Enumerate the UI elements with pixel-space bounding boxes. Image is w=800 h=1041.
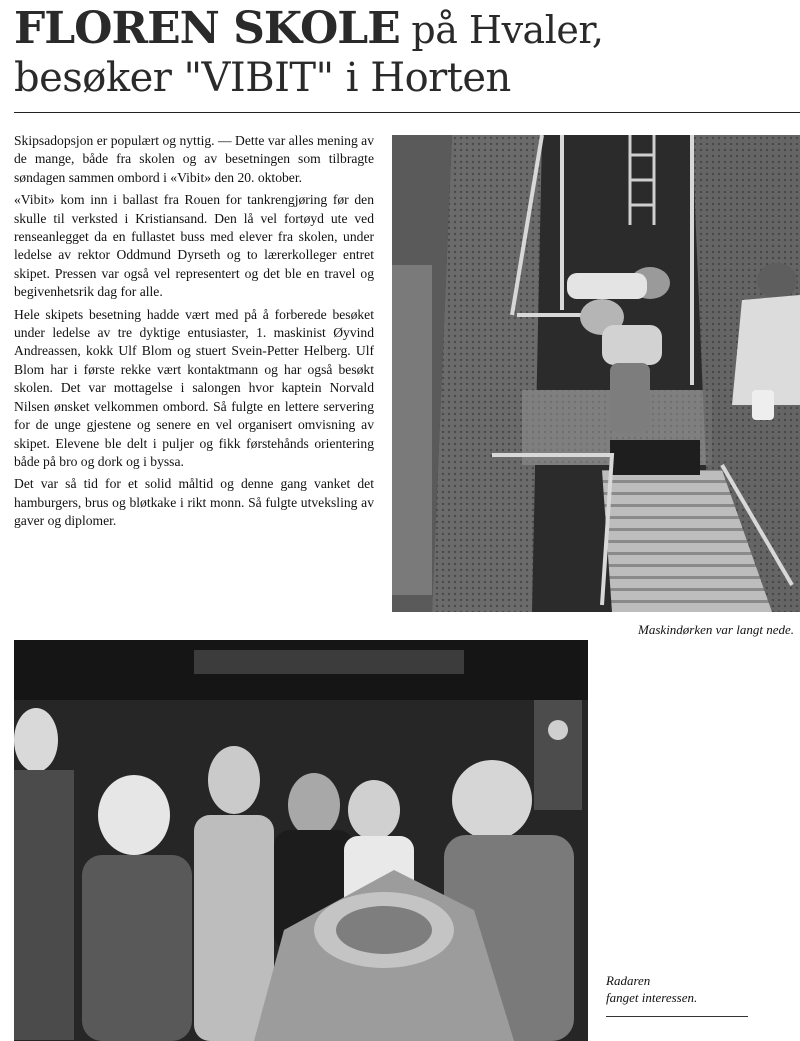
engine-room-photo — [392, 135, 800, 612]
caption-rule — [606, 1016, 748, 1017]
headline-rule — [14, 112, 800, 113]
engine-room-caption: Maskindørken var langt nede. — [638, 622, 794, 637]
article-paragraph: «Vibit» kom inn i ballast fra Rouen for tankrengjøring før den skulle til verksted i Kristiansand. Den lå vel fortøyd ute ved renseanlegget da en fullastet buss med elever fra skolen, under ledelse av rektor Oddmund Dyrseth og to lærerkolleger entret skipet. Pressen var også vel representert og det ble en travel og begivenhetsrik dag for alle. — [14, 192, 374, 300]
article-body — [14, 132, 374, 535]
radar-caption-line1: Radaren — [606, 973, 651, 988]
headline-location: på Hvaler, — [399, 8, 604, 52]
headline-school: FLOREN SKOLE — [14, 3, 400, 54]
article-paragraph: Hele skipets besetning hadde vært med på å forberede besøket under ledelse av tre dyktige entusiaster, 1. maskinist Øyvind Andreassen, kokk Ulf Blom og stuert Svein-Petter Helberg. Ulf Blom har i første rekke vært kontaktmann og har også besøkt skolen. Det var mottagelse i salongen hvor kaptein Norvald Nilsen ønsket velkommen ombord. Så fulgte en lettere servering for de unge gjestene og senere en vel organisert omvisning av skipet. Elevene ble delt i puljer og fikk førstehånds orientering både på bro og dork og i byssa. — [14, 306, 374, 469]
article-paragraph: Skipsadopsjon er populært og nyttig. — Dette var alles mening av de mange, både fra skolen og av besetningen som tilbragte søndagen sammen ombord i «Vibit» den 20. oktober. — [14, 133, 374, 185]
article-paragraph: Det var så tid for et solid måltid og denne gang vanket det hamburgers, brus og bløtkake i rikt monn. Så fulgte utveksling av gaver og diplomer. — [14, 476, 374, 529]
engine-room-illustration — [392, 135, 800, 612]
radar-caption — [606, 972, 756, 1006]
radar-photo — [14, 640, 588, 1041]
headline-visit: besøker "VIBIT" i Horten — [14, 55, 511, 101]
radar-caption-line2: fanget interessen. — [606, 990, 698, 1005]
headline — [14, 3, 794, 103]
radar-illustration — [14, 640, 588, 1041]
